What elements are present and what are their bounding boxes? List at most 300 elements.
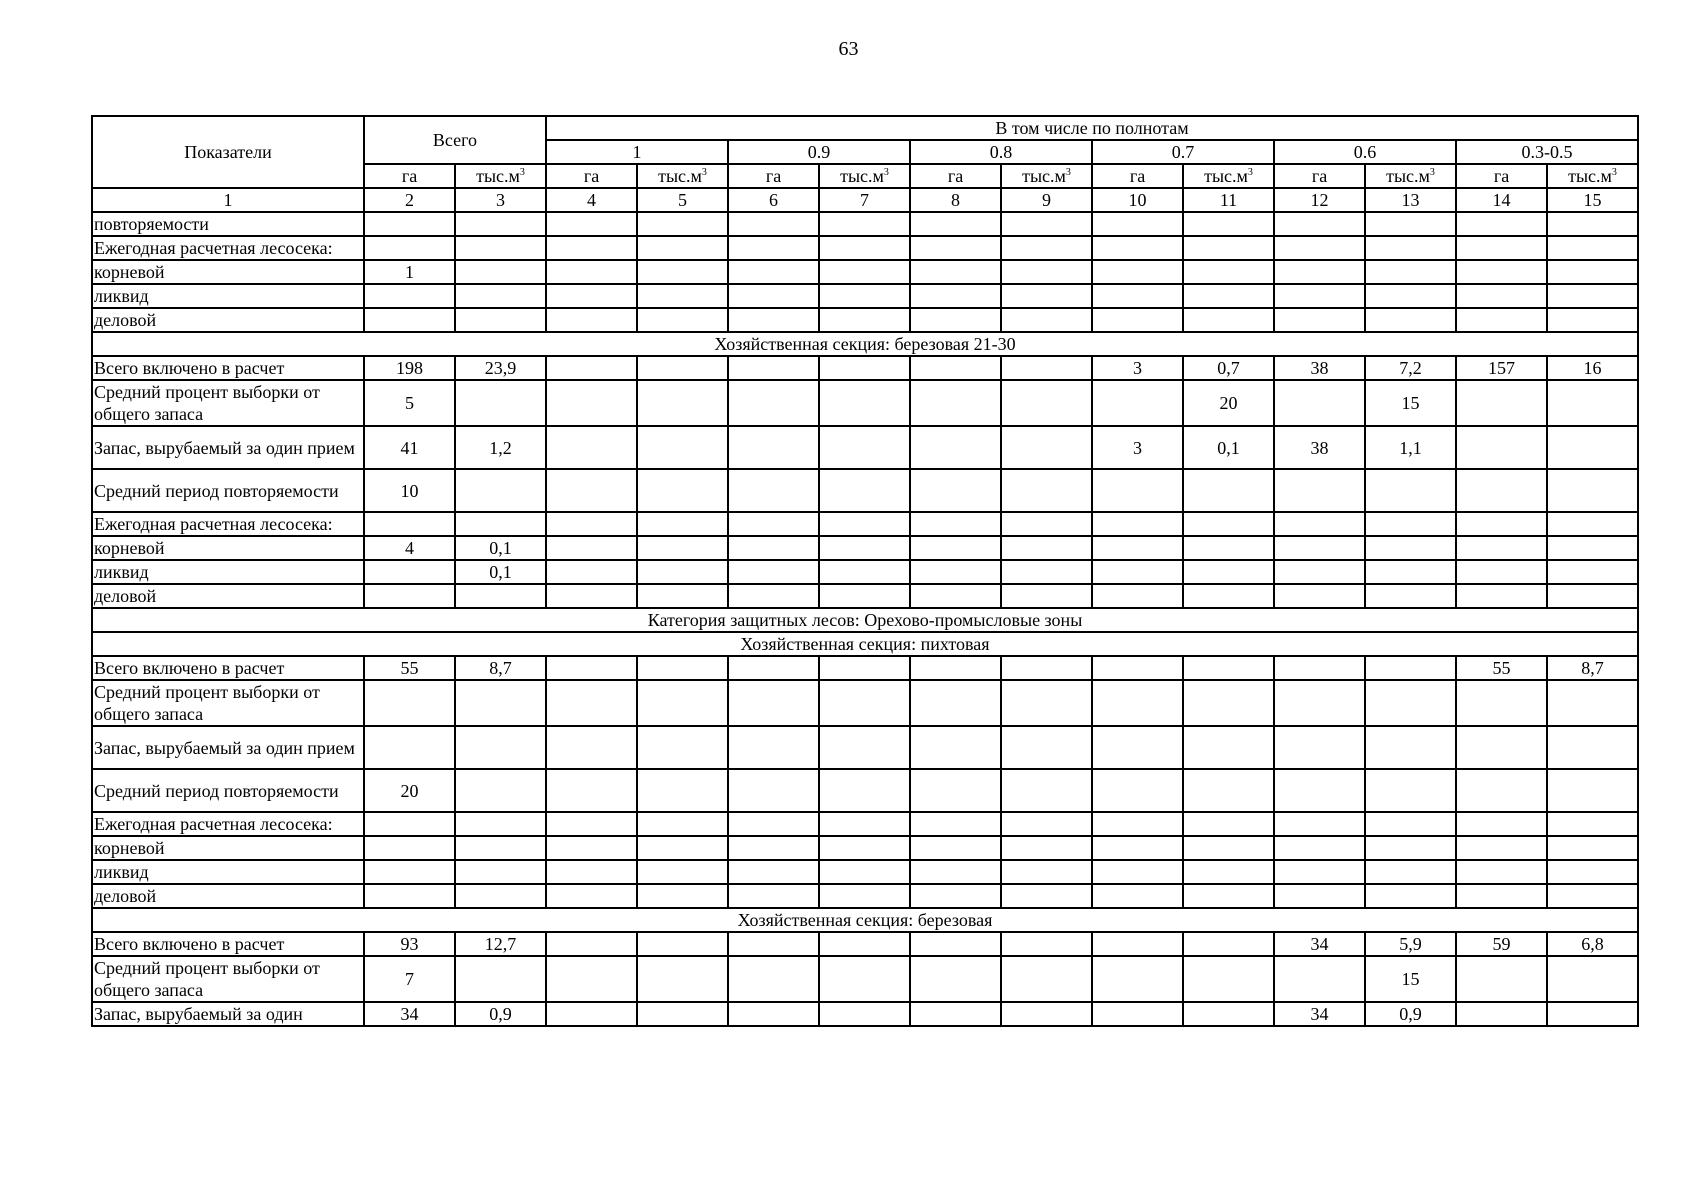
table-cell xyxy=(364,836,455,860)
table-row xyxy=(92,584,1638,608)
table-row xyxy=(92,284,1638,308)
table-cell xyxy=(1365,308,1456,332)
unit-volume-exponent: 3 xyxy=(701,167,707,178)
density-header: 0.3-0.5 xyxy=(1456,140,1638,164)
table-cell xyxy=(1001,469,1092,512)
row-label: корневой xyxy=(92,836,364,860)
table-cell xyxy=(1456,212,1547,236)
table-cell xyxy=(1456,726,1547,769)
table-cell xyxy=(455,884,546,908)
table-cell xyxy=(1183,512,1274,536)
table-cell xyxy=(1547,1002,1638,1026)
table-cell xyxy=(546,536,637,560)
table-cell xyxy=(1092,932,1183,956)
table-cell xyxy=(1456,956,1547,1002)
table-cell xyxy=(728,812,819,836)
table-cell xyxy=(1547,812,1638,836)
table-cell xyxy=(455,956,546,1002)
table-cell xyxy=(1365,769,1456,812)
table-cell xyxy=(910,236,1001,260)
column-number: 10 xyxy=(1092,188,1183,212)
table-cell xyxy=(1183,680,1274,726)
table-cell xyxy=(819,860,910,884)
table-cell: 20 xyxy=(364,769,455,812)
table-cell: 16 xyxy=(1547,356,1638,380)
section-row xyxy=(92,332,1638,356)
table-cell xyxy=(546,560,637,584)
table-cell xyxy=(910,212,1001,236)
table-cell xyxy=(1092,680,1183,726)
table-cell xyxy=(910,356,1001,380)
table-cell: 0,1 xyxy=(1183,426,1274,469)
table-cell xyxy=(910,308,1001,332)
table-cell: 5,9 xyxy=(1365,932,1456,956)
table-cell xyxy=(819,836,910,860)
column-number: 5 xyxy=(637,188,728,212)
header-total: Всего xyxy=(364,116,546,164)
table-cell xyxy=(1092,656,1183,680)
table-cell xyxy=(1092,584,1183,608)
table-cell xyxy=(455,380,546,426)
table-cell xyxy=(637,308,728,332)
table-cell xyxy=(728,560,819,584)
table-cell xyxy=(637,512,728,536)
row-label: ликвид xyxy=(92,860,364,884)
header-indicators: Показатели xyxy=(92,116,364,188)
table-cell xyxy=(1274,512,1365,536)
table-cell xyxy=(728,356,819,380)
table-row xyxy=(92,512,1638,536)
table-cell xyxy=(728,932,819,956)
row-label: Ежегодная расчетная лесосека: xyxy=(92,512,364,536)
row-label: Запас, вырубаемый за один xyxy=(92,1002,364,1026)
table-cell xyxy=(1456,1002,1547,1026)
table-row xyxy=(92,812,1638,836)
table-row xyxy=(92,469,1638,512)
column-number: 7 xyxy=(819,188,910,212)
unit-volume-exponent: 3 xyxy=(1611,167,1617,178)
unit-ha: га xyxy=(1456,164,1547,188)
table-cell: 59 xyxy=(1456,932,1547,956)
table-cell xyxy=(1092,836,1183,860)
table-cell xyxy=(1183,860,1274,884)
row-label: Всего включено в расчет xyxy=(92,356,364,380)
table-cell xyxy=(455,260,546,284)
table-cell: 38 xyxy=(1274,426,1365,469)
table-cell xyxy=(1001,680,1092,726)
table-cell xyxy=(1274,380,1365,426)
table-cell xyxy=(728,884,819,908)
table-cell xyxy=(1365,260,1456,284)
table-cell xyxy=(1183,656,1274,680)
table-cell xyxy=(819,284,910,308)
table-cell xyxy=(1001,1002,1092,1026)
column-number: 15 xyxy=(1547,188,1638,212)
table-cell: 3 xyxy=(1092,426,1183,469)
unit-volume xyxy=(1183,164,1274,188)
table-cell xyxy=(637,956,728,1002)
table-cell xyxy=(1183,1002,1274,1026)
table-row xyxy=(92,212,1638,236)
table-cell xyxy=(819,769,910,812)
table-cell xyxy=(1001,512,1092,536)
table-cell: 7,2 xyxy=(1365,356,1456,380)
table-cell xyxy=(1547,512,1638,536)
table-cell xyxy=(910,932,1001,956)
table-cell xyxy=(1274,956,1365,1002)
table-cell xyxy=(910,884,1001,908)
table-cell xyxy=(1092,560,1183,584)
table-cell xyxy=(819,356,910,380)
table-cell xyxy=(1183,308,1274,332)
table-cell xyxy=(637,860,728,884)
unit-volume-exponent: 3 xyxy=(1247,167,1253,178)
table-cell xyxy=(1547,836,1638,860)
table-cell xyxy=(819,812,910,836)
table-cell xyxy=(637,656,728,680)
table-cell xyxy=(1456,469,1547,512)
table-cell xyxy=(455,726,546,769)
table-cell xyxy=(728,956,819,1002)
table-cell xyxy=(819,426,910,469)
table-cell xyxy=(1092,536,1183,560)
table-cell xyxy=(1092,308,1183,332)
table-cell xyxy=(1274,469,1365,512)
column-number: 6 xyxy=(728,188,819,212)
table-cell xyxy=(1092,512,1183,536)
table-cell xyxy=(1092,1002,1183,1026)
density-header: 0.8 xyxy=(910,140,1092,164)
table-cell: 0,1 xyxy=(455,560,546,584)
table-cell xyxy=(546,656,637,680)
row-label: корневой xyxy=(92,536,364,560)
table-cell xyxy=(546,860,637,884)
row-label: ликвид xyxy=(92,560,364,584)
forest-indicators-table xyxy=(91,115,1639,1027)
table-cell: 93 xyxy=(364,932,455,956)
table-cell xyxy=(1001,884,1092,908)
table-cell xyxy=(910,769,1001,812)
table-cell: 8,7 xyxy=(455,656,546,680)
table-cell xyxy=(455,469,546,512)
table-cell xyxy=(1001,769,1092,812)
table-cell xyxy=(819,236,910,260)
table-cell xyxy=(819,680,910,726)
header-including: В том числе по полнотам xyxy=(546,116,1638,140)
table-cell xyxy=(1274,212,1365,236)
table-cell: 23,9 xyxy=(455,356,546,380)
table-cell xyxy=(910,836,1001,860)
table-cell xyxy=(637,356,728,380)
row-label: Всего включено в расчет xyxy=(92,932,364,956)
table-cell xyxy=(1456,812,1547,836)
table-body xyxy=(92,212,1638,1026)
table-cell xyxy=(1274,812,1365,836)
unit-volume xyxy=(1001,164,1092,188)
table-cell xyxy=(637,884,728,908)
table-cell xyxy=(1274,860,1365,884)
table-cell xyxy=(1456,584,1547,608)
table-cell xyxy=(1001,260,1092,284)
table-row xyxy=(92,836,1638,860)
table-cell xyxy=(910,956,1001,1002)
table-cell xyxy=(1274,726,1365,769)
table-cell xyxy=(819,726,910,769)
table-cell xyxy=(1547,469,1638,512)
table-cell xyxy=(819,932,910,956)
table-cell xyxy=(546,836,637,860)
table-cell xyxy=(1456,260,1547,284)
table-cell xyxy=(637,769,728,812)
table-cell xyxy=(637,426,728,469)
table-cell xyxy=(1547,680,1638,726)
table-cell: 198 xyxy=(364,356,455,380)
section-row xyxy=(92,608,1638,632)
table-cell: 1 xyxy=(364,260,455,284)
table-cell xyxy=(637,212,728,236)
table-cell xyxy=(1365,212,1456,236)
table-cell: 8,7 xyxy=(1547,656,1638,680)
table-cell xyxy=(1274,560,1365,584)
table-cell xyxy=(1274,884,1365,908)
table-cell xyxy=(1092,726,1183,769)
row-label: Средний процент выборки от общего запаса xyxy=(92,956,364,1002)
table-cell xyxy=(1456,769,1547,812)
table-cell xyxy=(455,812,546,836)
table-cell xyxy=(728,308,819,332)
table-cell xyxy=(1183,212,1274,236)
density-header: 1 xyxy=(546,140,728,164)
table-cell: 3 xyxy=(1092,356,1183,380)
table-cell xyxy=(546,308,637,332)
unit-ha: га xyxy=(910,164,1001,188)
table-cell: 15 xyxy=(1365,380,1456,426)
table-cell xyxy=(637,260,728,284)
table-cell xyxy=(364,584,455,608)
table-cell xyxy=(1547,560,1638,584)
unit-volume-text: тыс.м xyxy=(1568,166,1612,186)
table-cell xyxy=(1456,680,1547,726)
row-label: Средний процент выборки от общего запаса xyxy=(92,380,364,426)
table-cell: 0,7 xyxy=(1183,356,1274,380)
table-cell xyxy=(728,584,819,608)
row-label: деловой xyxy=(92,584,364,608)
table-cell xyxy=(910,536,1001,560)
unit-volume-text: тыс.м xyxy=(1022,166,1066,186)
table-cell xyxy=(637,469,728,512)
table-cell xyxy=(1092,236,1183,260)
table-cell xyxy=(637,836,728,860)
table-cell xyxy=(1274,769,1365,812)
table-cell xyxy=(1183,884,1274,908)
table-cell xyxy=(1183,812,1274,836)
unit-volume xyxy=(819,164,910,188)
column-number: 1 xyxy=(92,188,364,212)
table-cell xyxy=(637,560,728,584)
table-cell xyxy=(637,812,728,836)
row-label: повторяемости xyxy=(92,212,364,236)
table-row xyxy=(92,560,1638,584)
table-cell xyxy=(1456,426,1547,469)
table-cell xyxy=(637,380,728,426)
table-cell xyxy=(910,680,1001,726)
density-header: 0.7 xyxy=(1092,140,1274,164)
table-cell xyxy=(364,884,455,908)
table-cell xyxy=(546,260,637,284)
table-cell xyxy=(1183,956,1274,1002)
table-cell xyxy=(455,308,546,332)
table-cell xyxy=(1092,260,1183,284)
table-cell xyxy=(819,1002,910,1026)
unit-volume-text: тыс.м xyxy=(658,166,702,186)
table-cell xyxy=(1092,284,1183,308)
table-cell xyxy=(1274,584,1365,608)
table-cell xyxy=(910,284,1001,308)
row-label: ликвид xyxy=(92,284,364,308)
unit-ha: га xyxy=(546,164,637,188)
table-cell xyxy=(1365,680,1456,726)
table-cell xyxy=(819,380,910,426)
table-cell xyxy=(1183,769,1274,812)
table-cell xyxy=(1274,680,1365,726)
table-cell: 157 xyxy=(1456,356,1547,380)
table-cell xyxy=(1547,212,1638,236)
table-cell xyxy=(1001,932,1092,956)
table-cell xyxy=(1183,236,1274,260)
table-cell xyxy=(728,680,819,726)
row-label: Ежегодная расчетная лесосека: xyxy=(92,236,364,260)
table-cell xyxy=(637,284,728,308)
section-title: Хозяйственная секция: пихтовая xyxy=(92,632,1638,656)
table-cell xyxy=(1456,236,1547,260)
table-cell xyxy=(455,680,546,726)
table-cell xyxy=(1092,380,1183,426)
table-cell xyxy=(546,769,637,812)
table-cell xyxy=(546,812,637,836)
table-cell xyxy=(910,426,1001,469)
column-number-row xyxy=(92,188,1638,212)
table-row xyxy=(92,536,1638,560)
table-cell xyxy=(1001,560,1092,584)
table-cell xyxy=(819,469,910,512)
table-row xyxy=(92,680,1638,726)
table-cell xyxy=(1547,426,1638,469)
row-label: Запас, вырубаемый за один прием xyxy=(92,726,364,769)
table-cell xyxy=(1183,260,1274,284)
table-cell xyxy=(1274,308,1365,332)
row-label: Средний период повторяемости xyxy=(92,769,364,812)
row-label: Всего включено в расчет xyxy=(92,656,364,680)
table-cell xyxy=(637,236,728,260)
table-cell xyxy=(1547,726,1638,769)
table-cell xyxy=(1001,584,1092,608)
table-cell xyxy=(728,426,819,469)
section-title: Хозяйственная секция: березовая 21-30 xyxy=(92,332,1638,356)
table-cell xyxy=(1001,284,1092,308)
table-cell xyxy=(910,812,1001,836)
table-cell xyxy=(455,284,546,308)
section-row xyxy=(92,908,1638,932)
table-cell: 0,9 xyxy=(1365,1002,1456,1026)
column-number: 3 xyxy=(455,188,546,212)
column-number: 2 xyxy=(364,188,455,212)
table-cell xyxy=(1183,932,1274,956)
table-cell xyxy=(1365,469,1456,512)
table-cell xyxy=(1547,308,1638,332)
table-cell xyxy=(819,560,910,584)
table-cell xyxy=(1365,860,1456,884)
table-cell xyxy=(546,380,637,426)
table-cell xyxy=(1183,836,1274,860)
table-cell xyxy=(364,726,455,769)
unit-ha: га xyxy=(728,164,819,188)
table-cell xyxy=(910,656,1001,680)
table-cell xyxy=(637,1002,728,1026)
table-cell: 10 xyxy=(364,469,455,512)
table-cell xyxy=(819,656,910,680)
table-cell xyxy=(1547,584,1638,608)
table-cell: 41 xyxy=(364,426,455,469)
table-cell xyxy=(910,726,1001,769)
table-cell xyxy=(455,860,546,884)
table-cell xyxy=(1365,656,1456,680)
table-cell xyxy=(546,884,637,908)
table-cell xyxy=(546,284,637,308)
unit-ha: га xyxy=(364,164,455,188)
table-cell xyxy=(1547,769,1638,812)
table-cell xyxy=(364,512,455,536)
table-cell xyxy=(1001,956,1092,1002)
table-row xyxy=(92,380,1638,426)
table-cell xyxy=(364,680,455,726)
table-cell xyxy=(819,212,910,236)
table-cell: 55 xyxy=(364,656,455,680)
table-cell xyxy=(364,860,455,884)
section-title: Категория защитных лесов: Орехово-промысловые зоны xyxy=(92,608,1638,632)
row-label: Средний процент выборки от общего запаса xyxy=(92,680,364,726)
table-cell xyxy=(455,236,546,260)
unit-volume-exponent: 3 xyxy=(1065,167,1071,178)
table-cell: 38 xyxy=(1274,356,1365,380)
unit-volume-exponent: 3 xyxy=(1429,167,1435,178)
column-number: 4 xyxy=(546,188,637,212)
table-cell xyxy=(1547,956,1638,1002)
table-cell xyxy=(1001,656,1092,680)
column-number: 14 xyxy=(1456,188,1547,212)
row-label: Ежегодная расчетная лесосека: xyxy=(92,812,364,836)
table-cell xyxy=(1456,284,1547,308)
table-cell xyxy=(546,356,637,380)
table-cell xyxy=(546,726,637,769)
row-label: корневой xyxy=(92,260,364,284)
table-cell xyxy=(728,512,819,536)
table-row xyxy=(92,308,1638,332)
table-cell xyxy=(1547,236,1638,260)
table-cell xyxy=(1274,836,1365,860)
table-cell xyxy=(1183,536,1274,560)
table-cell xyxy=(1456,536,1547,560)
table-cell xyxy=(1365,726,1456,769)
table-cell xyxy=(1001,726,1092,769)
table-cell xyxy=(546,956,637,1002)
table-cell xyxy=(1547,260,1638,284)
table-cell xyxy=(1274,284,1365,308)
table-cell xyxy=(1001,212,1092,236)
table-cell xyxy=(1274,260,1365,284)
table-cell xyxy=(1001,812,1092,836)
table-cell xyxy=(1547,284,1638,308)
page-number: 63 xyxy=(838,38,859,60)
